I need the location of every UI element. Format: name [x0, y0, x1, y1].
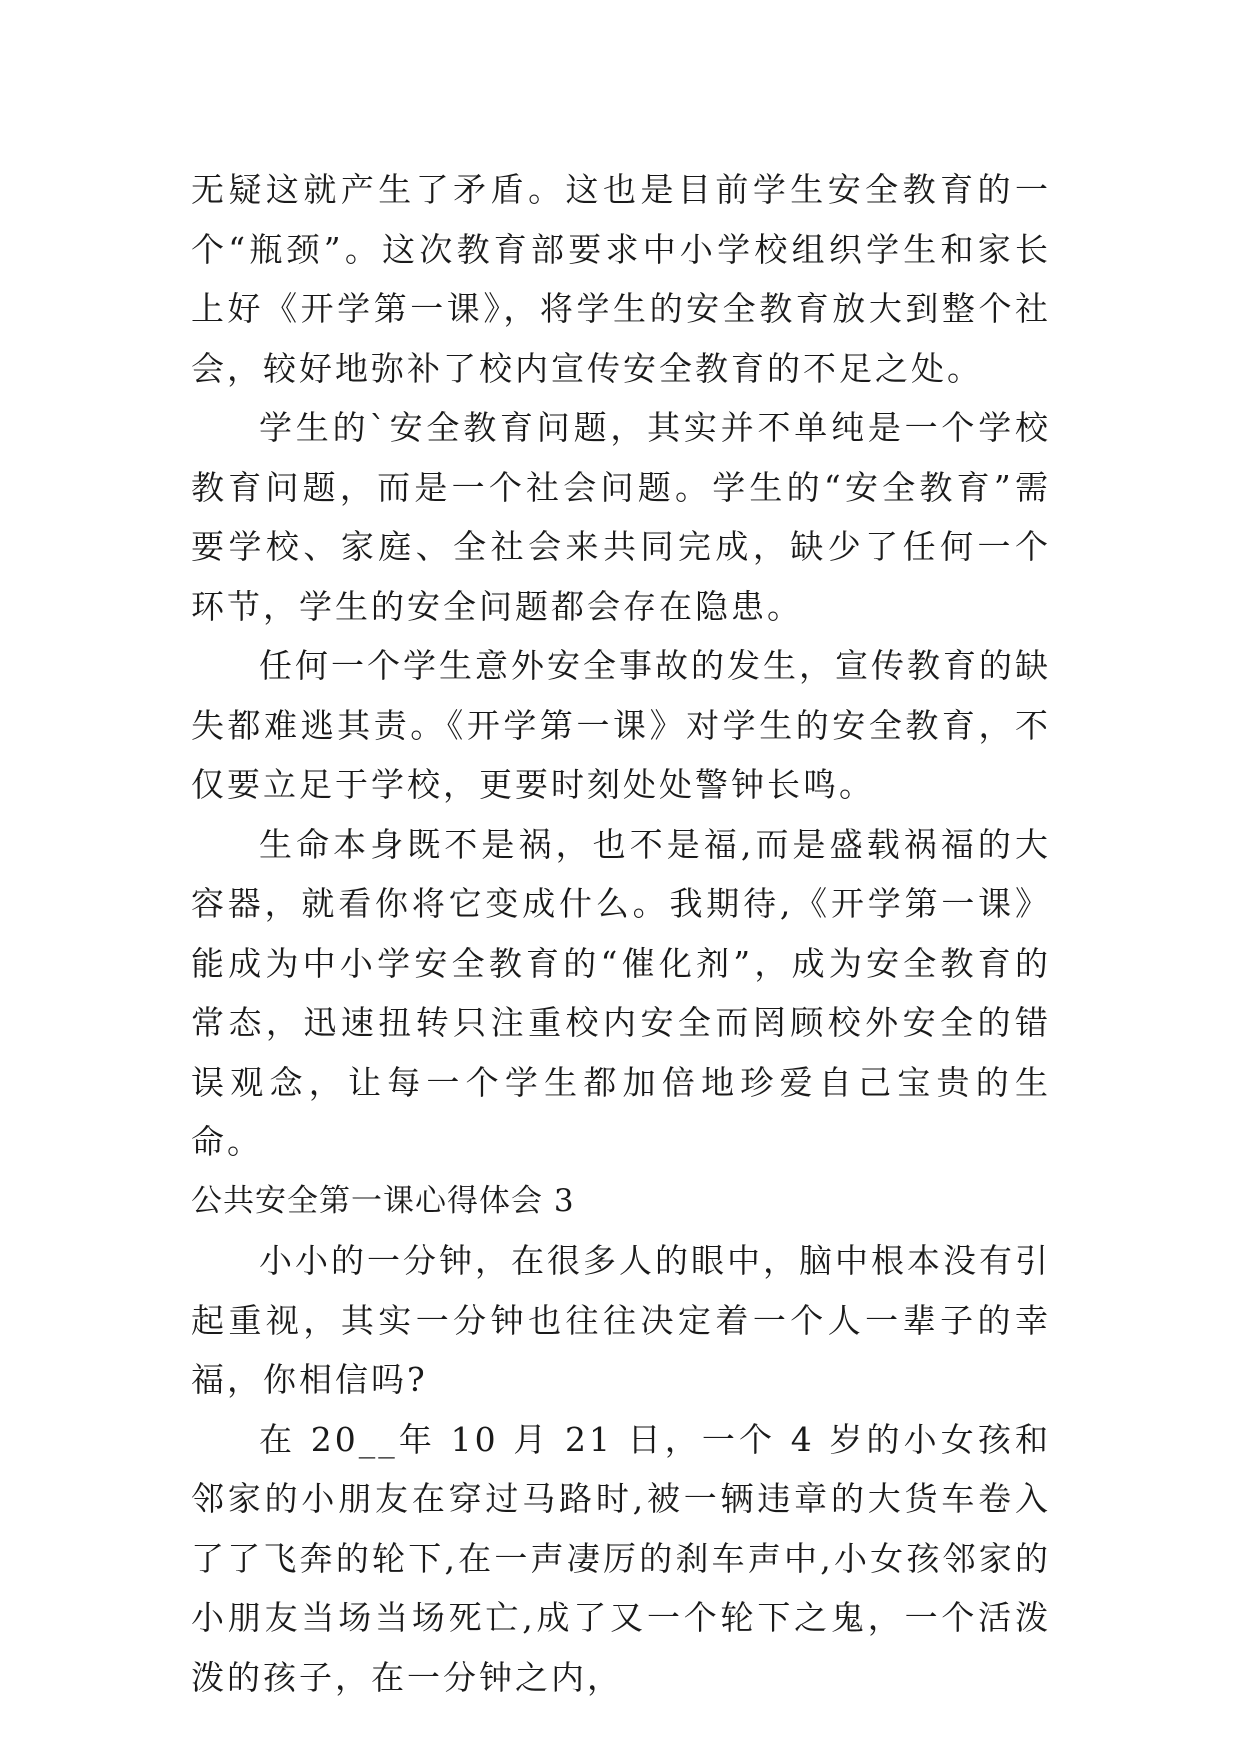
paragraph-3: 任何一个学生意外安全事故的发生，宣传教育的缺失都难逃其责。《开学第一课》对学生的安全教育，不仅要立足于学校，更要时刻处处警钟长鸣。 [191, 646, 1051, 804]
document-page [191, 160, 1051, 1707]
paragraph-4: 生命本身既不是祸，也不是福,而是盛载祸福的大容器，就看你将它变成什么。我期待,《开学第一课》能成为中小学安全教育的“催化剂”，成为安全教育的常态，迅速扭转只注重校内安全而罔顾校外安全的错误观念，让每一个学生都加倍地珍爱自己宝贵的生命。 [191, 824, 1051, 1161]
paragraph-5: 小小的一分钟，在很多人的眼中，脑中根本没有引起重视，其实一分钟也往往决定着一个人一辈子的幸福，你相信吗? [191, 1241, 1051, 1399]
section-heading: 公共安全第一课心得体会 3 [191, 1182, 575, 1219]
paragraph-2: 学生的`安全教育问题，其实并不单纯是一个学校教育问题，而是一个社会问题。学生的“安全教育”需要学校、家庭、全社会来共同完成，缺少了任何一个环节，学生的安全问题都会存在隐患。 [191, 408, 1051, 626]
paragraph-6: 在 20__年 10 月 21 日，一个 4 岁的小女孩和邻家的小朋友在穿过马路时,被一辆违章的大货车卷入了了飞奔的轮下,在一声凄厉的刹车声中,小女孩邻家的小朋友当场当场死亡,成了又一个轮下之鬼，一个活泼泼的孩子，在一分钟之内， [191, 1419, 1051, 1697]
paragraph-1: 无疑这就产生了矛盾。这也是目前学生安全教育的一个“瓶颈”。这次教育部要求中小学校组织学生和家长上好《开学第一课》，将学生的安全教育放大到整个社会，较好地弥补了校内宣传安全教育的不足之处。 [191, 170, 1051, 388]
